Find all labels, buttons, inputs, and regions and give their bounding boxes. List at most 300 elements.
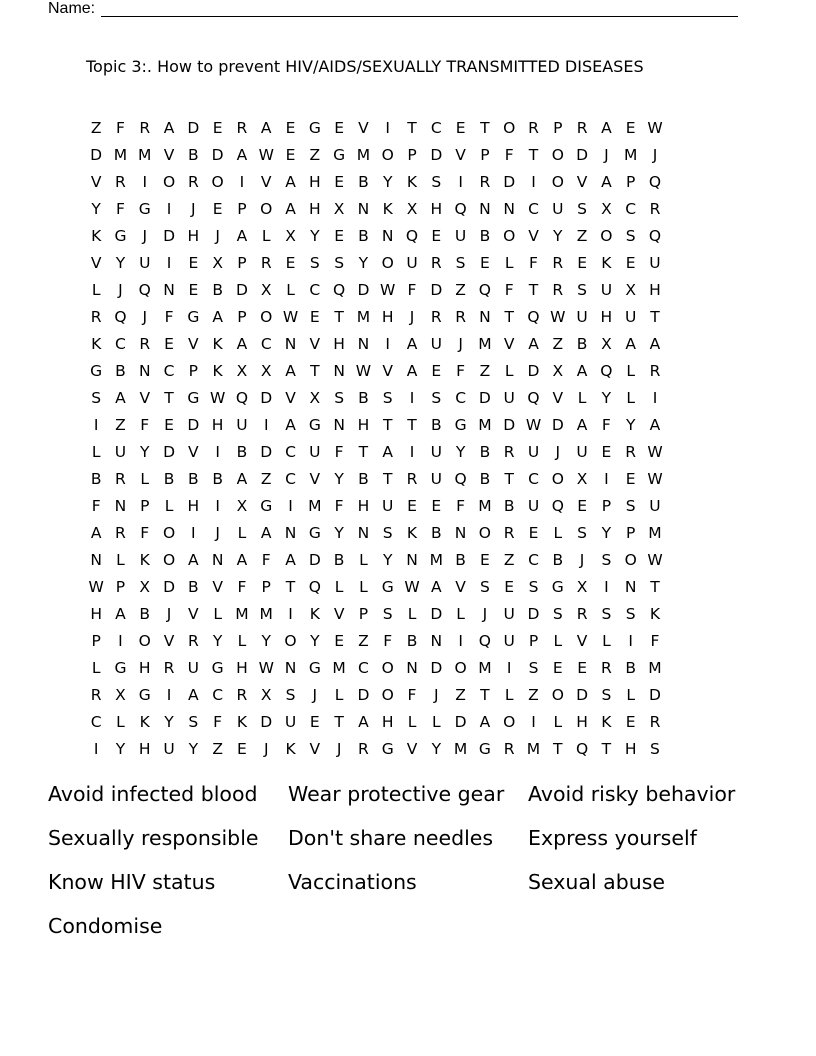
grid-letter: S <box>188 712 199 731</box>
grid-letter: D <box>576 145 589 164</box>
grid-letter: K <box>285 739 296 758</box>
grid-letter: M <box>308 496 322 515</box>
grid-letter: O <box>551 172 564 191</box>
grid-letter: N <box>284 523 297 542</box>
grid-letter: S <box>382 604 393 623</box>
grid-letter: G <box>333 145 346 164</box>
grid-letter: N <box>357 523 370 542</box>
grid-letter: K <box>91 334 102 353</box>
grid-letter: T <box>528 145 539 164</box>
grid-letter: D <box>503 172 516 191</box>
grid-letter: O <box>503 118 516 137</box>
grid-letter: I <box>628 631 633 650</box>
grid-letter: N <box>163 280 175 299</box>
grid-letter: E <box>431 496 442 515</box>
grid-letter: R <box>552 253 564 272</box>
grid-letter: P <box>601 496 612 515</box>
grid-row <box>84 654 667 681</box>
grid-letter: U <box>163 739 175 758</box>
grid-letter: E <box>528 523 539 542</box>
grid-letter: Y <box>601 388 612 407</box>
grid-letter: U <box>649 496 661 515</box>
grid-letter: S <box>650 739 660 758</box>
grid-letter: K <box>601 253 612 272</box>
grid-letter: H <box>381 307 394 326</box>
grid-letter: T <box>334 307 344 326</box>
grid-letter: B <box>188 145 199 164</box>
grid-letter: D <box>90 145 103 164</box>
grid-letter: I <box>531 712 536 731</box>
grid-letter: Y <box>455 442 466 461</box>
grid-letter: Z <box>309 145 321 164</box>
grid-letter: J <box>191 199 196 218</box>
grid-row <box>84 600 667 627</box>
grid-letter: Q <box>478 280 491 299</box>
grid-letter: O <box>381 685 394 704</box>
grid-letter: R <box>479 172 491 191</box>
grid-letter: X <box>236 361 248 380</box>
grid-letter: X <box>601 199 612 218</box>
grid-letter: L <box>261 226 271 245</box>
grid-letter: V <box>576 172 588 191</box>
grid-letter: A <box>285 550 296 569</box>
grid-letter: E <box>625 118 636 137</box>
grid-letter: O <box>600 226 613 245</box>
grid-letter: W <box>380 280 396 299</box>
grid-letter: Y <box>310 631 320 650</box>
grid-letter: N <box>333 361 345 380</box>
grid-letter: A <box>601 172 612 191</box>
grid-letter: D <box>187 118 200 137</box>
grid-letter: V <box>576 631 588 650</box>
grid-letter: H <box>236 658 248 677</box>
grid-letter: K <box>406 523 418 542</box>
grid-letter: U <box>503 631 515 650</box>
page-title: Topic 3:. How to prevent HIV/AIDS/SEXUALLY TRANSMITTED DISEASES <box>86 57 644 76</box>
grid-letter: D <box>163 442 175 461</box>
grid-letter: E <box>309 307 320 326</box>
grid-letter: H <box>308 172 321 191</box>
grid-letter: E <box>431 226 442 245</box>
grid-letter: I <box>458 631 463 650</box>
grid-letter: A <box>285 199 296 218</box>
grid-letter: I <box>166 253 172 272</box>
grid-letter: Z <box>90 118 102 137</box>
grid-row <box>84 492 667 519</box>
grid-letter: B <box>576 334 588 353</box>
grid-letter: G <box>308 658 321 677</box>
grid-letter: O <box>551 145 564 164</box>
grid-letter: Z <box>552 334 564 353</box>
grid-letter: M <box>259 604 273 623</box>
grid-letter: D <box>430 658 443 677</box>
grid-letter: A <box>260 523 272 542</box>
grid-letter: D <box>187 415 200 434</box>
grid-letter: R <box>430 307 442 326</box>
grid-letter: R <box>139 118 151 137</box>
grid-letter: J <box>142 226 148 245</box>
word-list-item: Avoid infected blood <box>48 782 258 806</box>
grid-letter: T <box>504 307 514 326</box>
grid-letter: G <box>308 118 321 137</box>
grid-row <box>84 384 667 411</box>
grid-letter: G <box>260 496 273 515</box>
grid-letter: I <box>93 739 99 758</box>
grid-letter: U <box>430 334 442 353</box>
grid-letter: C <box>358 658 369 677</box>
grid-letter: W <box>647 469 663 488</box>
grid-letter: A <box>188 685 199 704</box>
grid-letter: X <box>601 334 612 353</box>
grid-letter: G <box>381 577 394 596</box>
grid-letter: B <box>430 523 442 542</box>
grid-letter: R <box>649 712 661 731</box>
grid-letter: F <box>601 415 611 434</box>
grid-letter: V <box>285 388 296 407</box>
grid-letter: A <box>649 334 661 353</box>
grid-letter: F <box>650 631 660 650</box>
grid-letter: O <box>624 550 637 569</box>
grid-letter: W <box>258 145 274 164</box>
grid-letter: K <box>139 550 150 569</box>
grid-letter: L <box>91 280 101 299</box>
grid-letter: Y <box>382 550 393 569</box>
grid-letter: F <box>261 550 271 569</box>
grid-letter: E <box>285 145 296 164</box>
grid-letter: W <box>258 658 274 677</box>
grid-letter: F <box>456 496 466 515</box>
grid-letter: Z <box>528 685 539 704</box>
grid-letter: R <box>90 307 102 326</box>
grid-letter: Q <box>527 307 540 326</box>
grid-letter: M <box>113 145 128 164</box>
grid-letter: L <box>626 685 635 704</box>
grid-letter: Z <box>576 226 588 245</box>
grid-letter: E <box>577 658 587 677</box>
grid-letter: A <box>260 118 272 137</box>
grid-letter: Z <box>260 469 272 488</box>
grid-letter: R <box>600 658 612 677</box>
grid-letter: N <box>406 550 418 569</box>
grid-letter: L <box>407 604 417 623</box>
grid-letter: H <box>624 739 637 758</box>
grid-row <box>84 357 667 384</box>
grid-letter: R <box>90 685 102 704</box>
grid-letter: A <box>163 118 175 137</box>
grid-letter: B <box>358 226 369 245</box>
grid-letter: R <box>430 253 442 272</box>
grid-letter: Y <box>91 199 101 218</box>
grid-letter: C <box>430 118 442 137</box>
grid-letter: R <box>115 469 126 488</box>
grid-letter: F <box>334 442 344 461</box>
grid-letter: A <box>236 550 248 569</box>
grid-letter: Z <box>479 361 491 380</box>
grid-letter: E <box>212 199 223 218</box>
grid-letter: A <box>285 415 296 434</box>
grid-row <box>84 708 667 735</box>
grid-row <box>84 681 667 708</box>
grid-letter: E <box>188 280 199 299</box>
grid-letter: G <box>551 577 564 596</box>
grid-letter: Y <box>601 523 612 542</box>
grid-letter: S <box>528 658 539 677</box>
grid-letter: B <box>90 469 102 488</box>
grid-letter: X <box>260 280 272 299</box>
grid-letter: R <box>187 172 199 191</box>
grid-letter: D <box>357 280 370 299</box>
grid-letter: O <box>138 631 151 650</box>
grid-letter: Y <box>382 172 393 191</box>
grid-letter: A <box>382 442 394 461</box>
grid-letter: B <box>188 577 199 596</box>
grid-row <box>84 303 667 330</box>
grid-letter: D <box>503 415 516 434</box>
grid-letter: E <box>625 712 636 731</box>
grid-letter: V <box>503 334 515 353</box>
grid-letter: Q <box>333 280 346 299</box>
grid-letter: A <box>479 712 491 731</box>
grid-letter: X <box>406 199 418 218</box>
grid-letter: O <box>503 712 516 731</box>
grid-letter: G <box>114 658 127 677</box>
grid-letter: I <box>191 523 196 542</box>
grid-letter: M <box>478 496 492 515</box>
grid-letter: H <box>381 712 394 731</box>
grid-letter: Q <box>551 496 564 515</box>
grid-letter: G <box>90 361 103 380</box>
word-list <box>48 777 768 943</box>
grid-letter: D <box>235 280 248 299</box>
grid-letter: T <box>504 469 514 488</box>
grid-letter: O <box>162 172 176 191</box>
grid-letter: T <box>285 577 296 596</box>
grid-letter: F <box>91 496 101 515</box>
grid-letter: V <box>406 739 418 758</box>
grid-letter: T <box>382 415 393 434</box>
grid-letter: X <box>236 496 248 515</box>
grid-letter: D <box>454 712 467 731</box>
grid-letter: M <box>332 658 346 677</box>
grid-letter: A <box>285 172 296 191</box>
grid-letter: N <box>90 550 102 569</box>
grid-row <box>84 276 667 303</box>
grid-letter: V <box>382 361 394 380</box>
grid-letter: C <box>528 550 539 569</box>
grid-letter: H <box>430 199 443 218</box>
grid-letter: W <box>209 388 226 407</box>
grid-letter: W <box>88 577 104 596</box>
grid-letter: M <box>429 550 443 569</box>
grid-letter: C <box>625 199 637 218</box>
grid-letter: W <box>647 550 663 569</box>
grid-letter: L <box>504 361 514 380</box>
grid-letter: H <box>211 415 224 434</box>
grid-letter: H <box>576 712 588 731</box>
grid-letter: T <box>480 118 490 137</box>
word-list-item: Avoid risky behavior <box>528 782 736 806</box>
grid-letter: M <box>526 739 541 758</box>
grid-letter: C <box>90 712 102 731</box>
grid-letter: U <box>600 280 613 299</box>
grid-letter: S <box>309 253 320 272</box>
grid-letter: H <box>90 604 102 623</box>
grid-letter: V <box>455 145 466 164</box>
grid-letter: N <box>284 658 297 677</box>
grid-letter: R <box>503 739 515 758</box>
grid-letter: I <box>93 415 99 434</box>
grid-row <box>84 141 667 168</box>
grid-letter: T <box>358 442 369 461</box>
grid-letter: I <box>409 442 415 461</box>
word-list-item: Express yourself <box>528 826 697 850</box>
grid-letter: L <box>116 712 125 731</box>
grid-letter: H <box>138 658 151 677</box>
grid-letter: E <box>577 496 587 515</box>
grid-letter: P <box>261 577 271 596</box>
grid-letter: G <box>308 415 321 434</box>
grid-letter: F <box>237 577 247 596</box>
grid-letter: U <box>139 253 151 272</box>
grid-letter: A <box>90 523 102 542</box>
grid-letter: X <box>576 469 588 488</box>
grid-letter: I <box>239 172 245 191</box>
grid-letter: Y <box>625 415 636 434</box>
grid-letter: N <box>357 199 370 218</box>
grid-letter: F <box>383 631 393 650</box>
grid-letter: L <box>237 523 247 542</box>
grid-letter: E <box>577 253 587 272</box>
grid-letter: Y <box>553 226 563 245</box>
grid-letter: F <box>334 496 344 515</box>
grid-letter: B <box>552 550 564 569</box>
grid-letter: L <box>334 685 344 704</box>
grid-row <box>84 249 667 276</box>
grid-letter: D <box>163 577 175 596</box>
grid-letter: L <box>116 550 125 569</box>
grid-letter: E <box>334 631 345 650</box>
grid-letter: E <box>237 739 247 758</box>
grid-letter: O <box>503 226 516 245</box>
grid-letter: P <box>237 199 247 218</box>
grid-letter: C <box>163 361 175 380</box>
grid-letter: E <box>188 253 199 272</box>
grid-letter: E <box>164 415 174 434</box>
grid-letter: C <box>285 442 296 461</box>
grid-letter: I <box>531 172 536 191</box>
grid-letter: V <box>309 334 321 353</box>
grid-letter: E <box>407 496 417 515</box>
grid-letter: E <box>431 361 442 380</box>
grid-letter: R <box>649 361 661 380</box>
grid-letter: N <box>430 631 443 650</box>
grid-letter: U <box>236 415 248 434</box>
grid-letter: X <box>309 388 321 407</box>
grid-letter: O <box>478 523 491 542</box>
grid-letter: H <box>187 496 200 515</box>
grid-letter: V <box>260 172 272 191</box>
grid-letter: Q <box>648 172 662 191</box>
grid-letter: L <box>602 631 611 650</box>
grid-letter: T <box>407 415 417 434</box>
grid-letter: A <box>649 415 661 434</box>
grid-letter: X <box>333 199 345 218</box>
grid-letter: K <box>601 712 612 731</box>
grid-letter: Q <box>478 631 491 650</box>
grid-letter: N <box>114 496 127 515</box>
grid-letter: A <box>528 334 539 353</box>
grid-letter: E <box>480 253 490 272</box>
grid-letter: M <box>648 658 662 677</box>
grid-letter: I <box>215 442 220 461</box>
grid-letter: Z <box>115 415 126 434</box>
grid-letter: E <box>212 118 223 137</box>
grid-row <box>84 168 667 195</box>
grid-letter: J <box>482 604 488 623</box>
grid-letter: U <box>406 253 418 272</box>
grid-letter: K <box>406 172 418 191</box>
grid-letter: D <box>211 145 224 164</box>
grid-letter: D <box>478 388 491 407</box>
grid-letter: A <box>406 361 418 380</box>
grid-letter: U <box>187 658 200 677</box>
grid-letter: L <box>334 577 344 596</box>
grid-letter: B <box>406 631 418 650</box>
grid-letter: O <box>381 658 394 677</box>
grid-letter: G <box>187 388 200 407</box>
grid-letter: C <box>309 280 321 299</box>
grid-letter: J <box>434 685 439 704</box>
grid-letter: A <box>358 712 369 731</box>
grid-letter: R <box>649 199 661 218</box>
grid-letter: U <box>503 604 515 623</box>
grid-letter: I <box>263 415 269 434</box>
grid-letter: J <box>409 307 415 326</box>
grid-letter: R <box>236 118 248 137</box>
grid-letter: I <box>385 334 390 353</box>
grid-letter: D <box>576 685 589 704</box>
grid-letter: R <box>503 442 515 461</box>
grid-letter: V <box>188 442 199 461</box>
grid-row <box>84 330 667 357</box>
grid-letter: G <box>381 739 394 758</box>
grid-letter: B <box>333 550 345 569</box>
grid-letter: Y <box>358 253 369 272</box>
grid-letter: E <box>625 253 636 272</box>
grid-letter: R <box>358 739 369 758</box>
grid-letter: Y <box>115 253 126 272</box>
grid-letter: R <box>455 307 466 326</box>
grid-row <box>84 573 667 600</box>
grid-letter: O <box>454 658 467 677</box>
grid-letter: R <box>163 658 175 677</box>
grid-letter: I <box>385 118 390 137</box>
grid-letter: R <box>187 631 199 650</box>
grid-letter: D <box>163 226 175 245</box>
grid-letter: W <box>525 415 542 434</box>
grid-letter: G <box>187 307 200 326</box>
grid-letter: L <box>626 361 635 380</box>
grid-letter: N <box>503 199 515 218</box>
grid-letter: B <box>358 469 369 488</box>
grid-letter: L <box>286 280 295 299</box>
grid-letter: B <box>188 469 199 488</box>
grid-letter: O <box>260 307 273 326</box>
grid-letter: A <box>576 415 588 434</box>
grid-letter: B <box>212 280 223 299</box>
grid-letter: D <box>430 604 443 623</box>
grid-letter: Q <box>575 739 589 758</box>
